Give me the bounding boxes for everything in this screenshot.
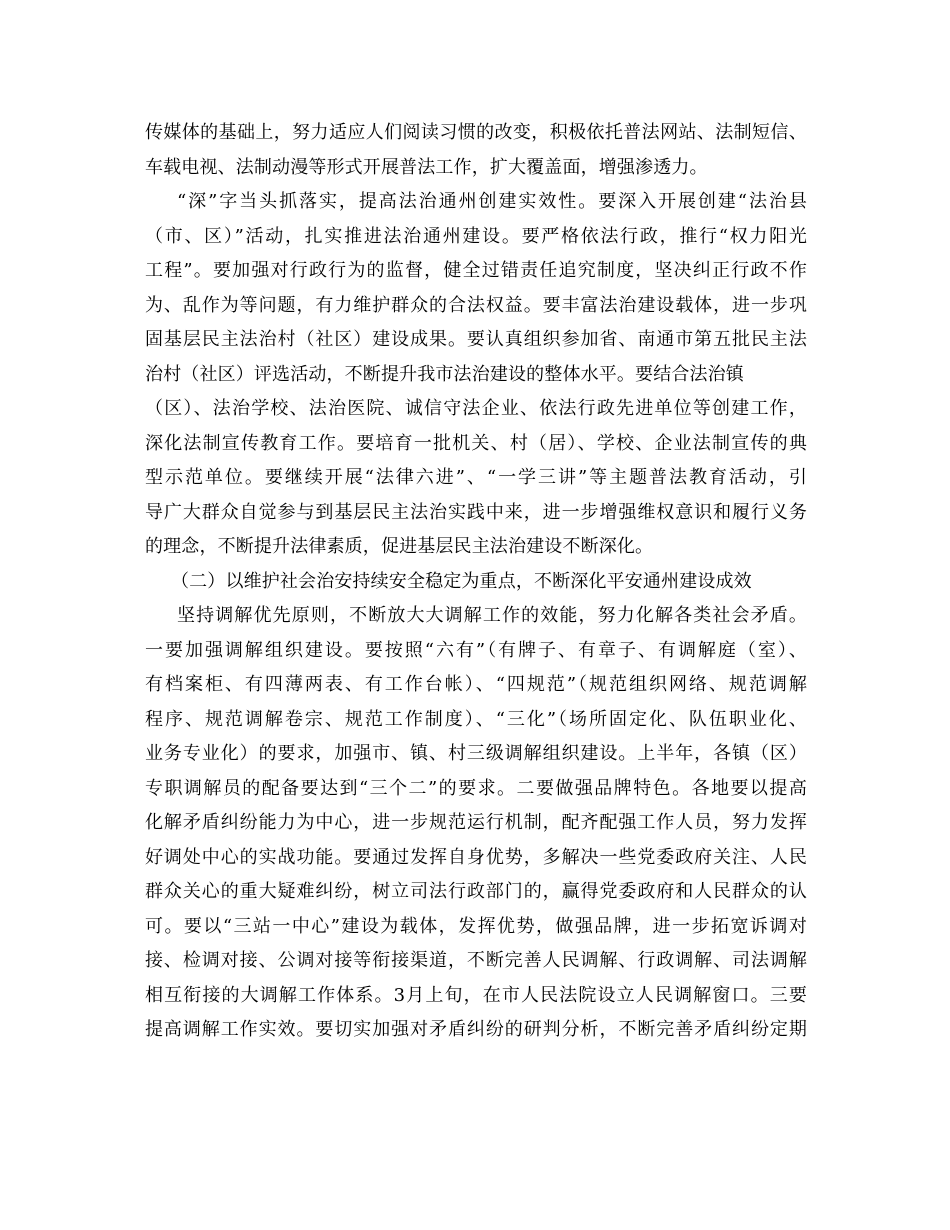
text-line-11: 型示范单位。要继续开展“法律六进”、“一学三讲”等主题普法教育活动，引 <box>145 467 807 488</box>
text-line-21: 化解矛盾纠纷能力为中心，进一步规范运行机制，配齐配强工作人员，努力发挥 <box>145 812 807 833</box>
text-line-15: 坚持调解优先原则，不断放大大调解工作的效能，努力化解各类社会矛盾。 <box>177 605 807 626</box>
text-line-3: “深”字当头抓落实，提高法治通州创建实效性。要深入开展创建“法治县 <box>177 191 807 212</box>
text-line-4: （市、区）”活动，扎实推进法治通州建设。要严格依法行政，推行“权力阳光 <box>145 225 807 247</box>
text-line-24: 可。要以“三站一中心”建设为载体，发挥优势，做强品牌，进一步拓宽诉调对 <box>145 915 807 937</box>
text-line-9: （区）、法治学校、法治医院、诚信守法企业、依法行政先进单位等创建工作， <box>145 398 807 419</box>
text-line-13: 的理念，不断提升法律素质，促进基层民主法治建设不断深化。 <box>145 536 654 557</box>
text-line-17: 有档案柜、有四薄两表、有工作台帐）、“四规范”（规范组织网络、规范调解 <box>145 674 807 695</box>
text-line-19: 业务专业化）的要求，加强市、镇、村三级调解组织建设。上半年，各镇（区） <box>145 743 807 764</box>
text-line-25: 接、检调对接、公调对接等衔接渠道，不断完善人民调解、行政调解、司法调解 <box>145 950 807 971</box>
text-line-16: 一要加强调解组织建设。要按照“六有”（有牌子、有章子、有调解庭（室）、 <box>145 639 807 661</box>
text-line-18: 程序、规范调解卷宗、规范工作制度）、“三化”（场所固定化、队伍职业化、 <box>145 708 807 730</box>
text-line-10: 深化法制宣传教育工作。要培育一批机关、村（居）、学校、企业法制宣传的典 <box>145 432 807 454</box>
text-line-22: 好调处中心的实战功能。要通过发挥自身优势，多解决一些党委政府关注、人民 <box>145 846 807 868</box>
text-line-8: 治村（社区）评选活动，不断提升我市法治建设的整体水平。要结合法治镇 <box>145 363 744 385</box>
text-line-5: 工程”。要加强对行政行为的监督，健全过错责任追究制度，坚决纠正行政不作 <box>145 260 807 281</box>
text-line-23: 群众关心的重大疑难纠纷，树立司法行政部门的，赢得党委政府和人民群众的认 <box>145 881 807 902</box>
text-line-2: 车载电视、法制动漫等形式开展普法工作，扩大覆盖面，增强渗透力。 <box>145 156 708 178</box>
text-line-26: 相互衔接的大调解工作体系。3月上旬，在市人民法院设立人民调解窗口。三要 <box>145 984 807 1006</box>
text-line-20: 专职调解员的配备要达到“三个二”的要求。二要做强品牌特色。各地要以提高 <box>145 777 807 799</box>
text-line-1: 传媒体的基础上，努力适应人们阅读习惯的改变，积极依托普法网站、法制短信、 <box>145 122 807 143</box>
text-line-6: 为、乱作为等问题，有力维护群众的合法权益。要丰富法治建设载体，进一步巩 <box>145 294 807 316</box>
document-page <box>145 116 807 1048</box>
text-line-7: 固基层民主法治村（社区）建设成果。要认真组织参加省、南通市第五批民主法 <box>145 329 807 350</box>
text-line-27: 提高调解工作实效。要切实加强对矛盾纠纷的研判分析，不断完善矛盾纠纷定期 <box>145 1019 807 1040</box>
text-line-12: 导广大群众自觉参与到基层民主法治实践中来，进一步增强维权意识和履行义务 <box>145 501 807 523</box>
section-heading: （二）以维护社会治安持续安全稳定为重点，不断深化平安通州建设成效 <box>171 570 752 592</box>
